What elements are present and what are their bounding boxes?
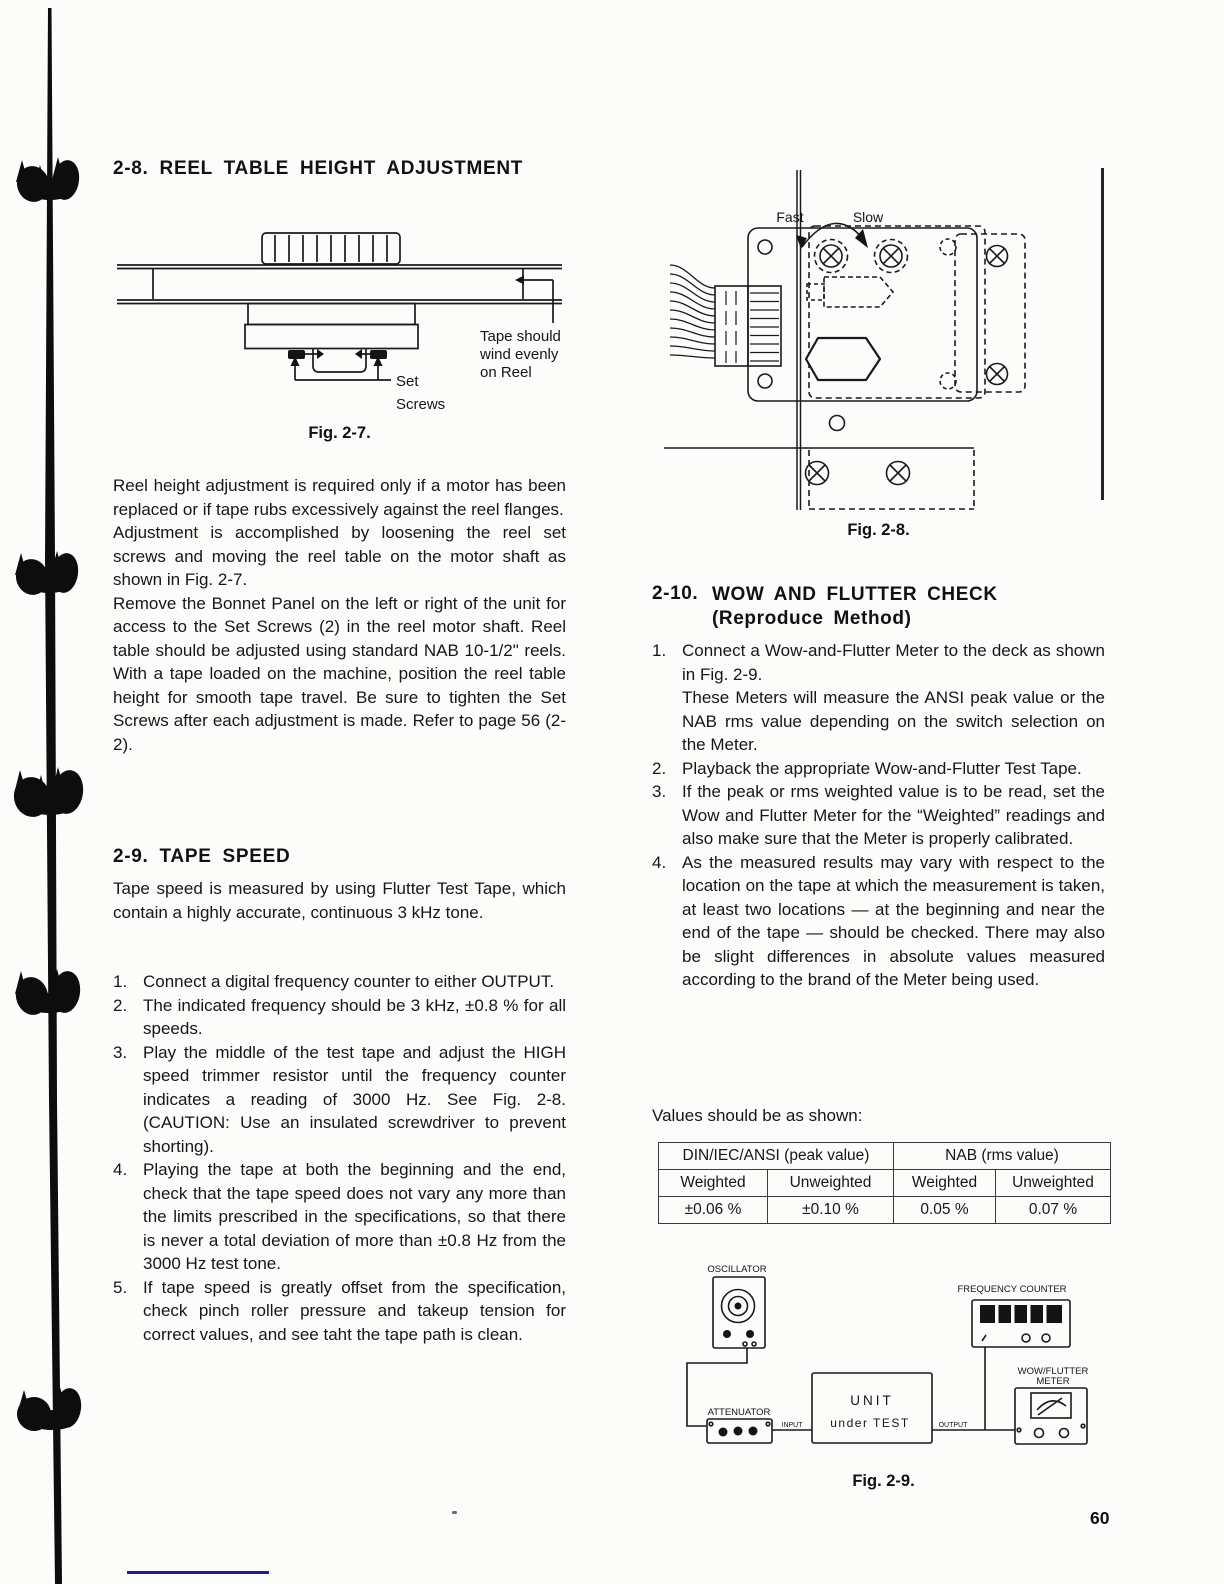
fig-2-7-caption: Fig. 2-7.	[308, 424, 371, 442]
reel-flanges	[117, 265, 562, 304]
list-item	[113, 1041, 566, 1159]
list-item	[113, 1158, 566, 1276]
value-cell: 0.07 %	[996, 1197, 1111, 1224]
list-item	[113, 1276, 566, 1347]
reel-table	[248, 304, 415, 325]
fig-2-9-diagram	[657, 1242, 1110, 1450]
section-2-8-heading: 2-8. REEL TABLE HEIGHT ADJUSTMENT	[113, 158, 524, 179]
set-screws-label-line2: Screws	[396, 396, 446, 413]
value-cell: ±0.10 %	[768, 1197, 894, 1224]
values-intro-line: Values should be as shown:	[652, 1106, 863, 1125]
attenuator-label: ATTENUATOR	[707, 1407, 771, 1418]
item-number: 3.	[652, 782, 667, 801]
fig-2-9-caption: Fig. 2-9.	[852, 1472, 915, 1490]
paragraph: Reel height adjustment is required only if a motor has been replaced or if tape rubs excessively against the reel flanges.	[113, 476, 566, 519]
list-item	[652, 780, 1105, 851]
attenuator-knob	[734, 1427, 743, 1436]
mounting-screw	[987, 364, 1008, 385]
unit-label-line1: UNIT	[850, 1393, 894, 1408]
item-text: Playing the tape at both the beginning and the end, check that the tape speed does not vary any more than the limits prescribed in the specifications, so that there is never a total deviation of more than ±0.8 Hz from the 3000 Hz test tone.	[143, 1160, 566, 1273]
wow-flutter-label-line2: METER	[1036, 1376, 1070, 1387]
dashed-connector-shape	[824, 277, 893, 307]
input-label: INPUT	[781, 1422, 803, 1429]
group-header-cell: NAB (rms value)	[894, 1143, 1111, 1170]
tape-label-line2: wind evenly	[480, 346, 559, 363]
value-cell: ±0.06 %	[659, 1197, 768, 1224]
tape-arrow	[515, 276, 524, 285]
set-screws-label-line1: Set	[396, 373, 419, 390]
paragraph: Remove the Bonnet Panel on the left or right of the unit for access to the Set Screws (2) in the reel motor shaft. Reel table should be adjusted using standard NAB 10-1/2" reels. With a tape loaded on the machine, position the reel table height for smooth tape travel. Be sure to tighten the Set Screws after each adjustment is made. Refer to page 56 (2-2).	[113, 593, 566, 754]
col-header-cell: Weighted	[894, 1170, 996, 1197]
tape-label-line1: Tape should	[480, 328, 561, 345]
fast-label: Fast	[776, 209, 804, 225]
list-item	[652, 639, 1105, 757]
unit-under-test-box	[812, 1373, 932, 1443]
section-2-9-list	[113, 970, 566, 1346]
counter-display	[980, 1305, 1062, 1323]
item-number: 1.	[652, 641, 667, 660]
item-number: 4.	[113, 1160, 128, 1179]
binding-blob	[12, 969, 82, 1018]
heading-line2: (Reproduce Method)	[712, 608, 912, 629]
slow-label: Slow	[852, 209, 884, 225]
wow-flutter-values-table	[658, 1142, 1111, 1224]
section-2-9-intro: Tape speed is measured by using Flutter Test Tape, which contain a highly accurate, continuous 3 kHz tone.	[113, 879, 566, 922]
item-text: As the measured results may vary with respect to the location on the tape at which the measurement is taken, at least two locations — at the beginning and near the end of the tape — should be checked. There may also be slight differences in absolute values measured according to the brand of the Meter being used.	[682, 852, 1105, 989]
section-2-10-list	[652, 639, 1105, 992]
binding-blob	[14, 1386, 83, 1433]
fig-2-8-caption: Fig. 2-8.	[847, 521, 910, 539]
item-text: Connect a digital frequency counter to either OUTPUT.	[143, 972, 555, 991]
section-number: 2-10.	[652, 583, 699, 604]
oscillator-knob	[746, 1330, 754, 1338]
fig-2-8-diagram	[652, 165, 1105, 517]
paragraph: Adjustment is accomplished by loosening the reel set screws and moving the reel table on the motor shaft as shown in Fig. 2-7.	[113, 523, 566, 589]
item-number: 2.	[652, 758, 667, 778]
item-text: Playback the appropriate Wow-and-Flutter Test Tape.	[682, 758, 1082, 778]
attenuator-knob	[719, 1428, 728, 1437]
col-header-cell: Unweighted	[996, 1170, 1111, 1197]
attenuator-knob	[749, 1427, 758, 1436]
bottom-rule-artifact	[127, 1571, 269, 1574]
wow-flutter-label-line1: WOW/FLUTTER	[1017, 1366, 1089, 1377]
col-header-cell: Weighted	[659, 1170, 768, 1197]
list-item	[113, 970, 566, 994]
value-cell: 0.05 %	[894, 1197, 996, 1224]
fast-trimmer-screw	[815, 240, 848, 273]
chassis-screw	[887, 462, 910, 485]
list-item	[113, 994, 566, 1041]
list-item	[652, 851, 1105, 992]
unit-label-line2: under TEST	[830, 1416, 910, 1430]
table-group-header-row	[659, 1143, 1111, 1170]
item-number: 3.	[113, 1042, 128, 1062]
item-text: If the peak or rms weighted value is to be read, set the Wow and Flutter Meter for the “Weighted” readings and also make sure that the Meter is properly calibrated.	[682, 782, 1105, 848]
item-number: 1.	[113, 972, 128, 991]
wow-flutter-meter-box	[1015, 1388, 1087, 1444]
table-header-row	[659, 1170, 1111, 1197]
oscillator-box	[713, 1277, 765, 1348]
binding-edge-artifact	[0, 0, 110, 1584]
mounting-screw	[987, 246, 1008, 267]
slow-trimmer-screw	[875, 240, 908, 273]
item-number: 5.	[113, 1277, 128, 1297]
item-text: Connect a Wow-and-Flutter Meter to the deck as shown in Fig. 2-9.	[682, 641, 1105, 684]
section-2-10-heading	[652, 583, 1112, 631]
col-header-cell: Unweighted	[768, 1170, 894, 1197]
list-item	[652, 757, 1105, 781]
section-2-8-body	[113, 474, 566, 756]
oscillator-knob	[723, 1330, 731, 1338]
item-text: Play the middle of the test tape and adjust the HIGH speed trimmer resistor until the frequency counter indicates a reading of 3000 Hz. See Fig. 2-8. (CAUTION: Use an insulated screwdriver to prevent shorting).	[143, 1042, 566, 1156]
fig-2-7-diagram	[113, 220, 566, 422]
output-label: OUTPUT	[938, 1422, 968, 1429]
scan-speck	[452, 1511, 457, 1514]
item-number: 4.	[652, 852, 667, 872]
item-text: If tape speed is greatly offset from the specification, check pinch roller pressure and takeup tension for correct values, and see taht the tape path is clean.	[143, 1277, 566, 1344]
item-number: 2.	[113, 995, 128, 1015]
dashed-bracket-outline	[955, 234, 1025, 392]
board-cutout	[806, 338, 880, 380]
tape-label-line3: on Reel	[480, 364, 532, 381]
section-2-9-heading: 2-9. TAPE SPEED	[113, 846, 291, 867]
heading-line1: WOW AND FLUTTER CHECK	[712, 584, 998, 605]
oscillator-label: OSCILLATOR	[707, 1264, 767, 1275]
ribbon-wires	[670, 265, 715, 358]
group-header-cell: DIN/IEC/ANSI (peak value)	[659, 1143, 894, 1170]
table-value-row	[659, 1197, 1111, 1224]
set-screw-left	[288, 350, 305, 359]
item-text: The indicated frequency should be 3 kHz, ±0.8 % for all speeds.	[143, 995, 566, 1038]
frequency-counter-label: FREQUENCY COUNTER	[957, 1284, 1067, 1295]
item-text: These Meters will measure the ANSI peak value or the NAB rms value depending on the switch selection on the Meter.	[682, 688, 1105, 754]
page-number: 60	[1090, 1508, 1110, 1528]
